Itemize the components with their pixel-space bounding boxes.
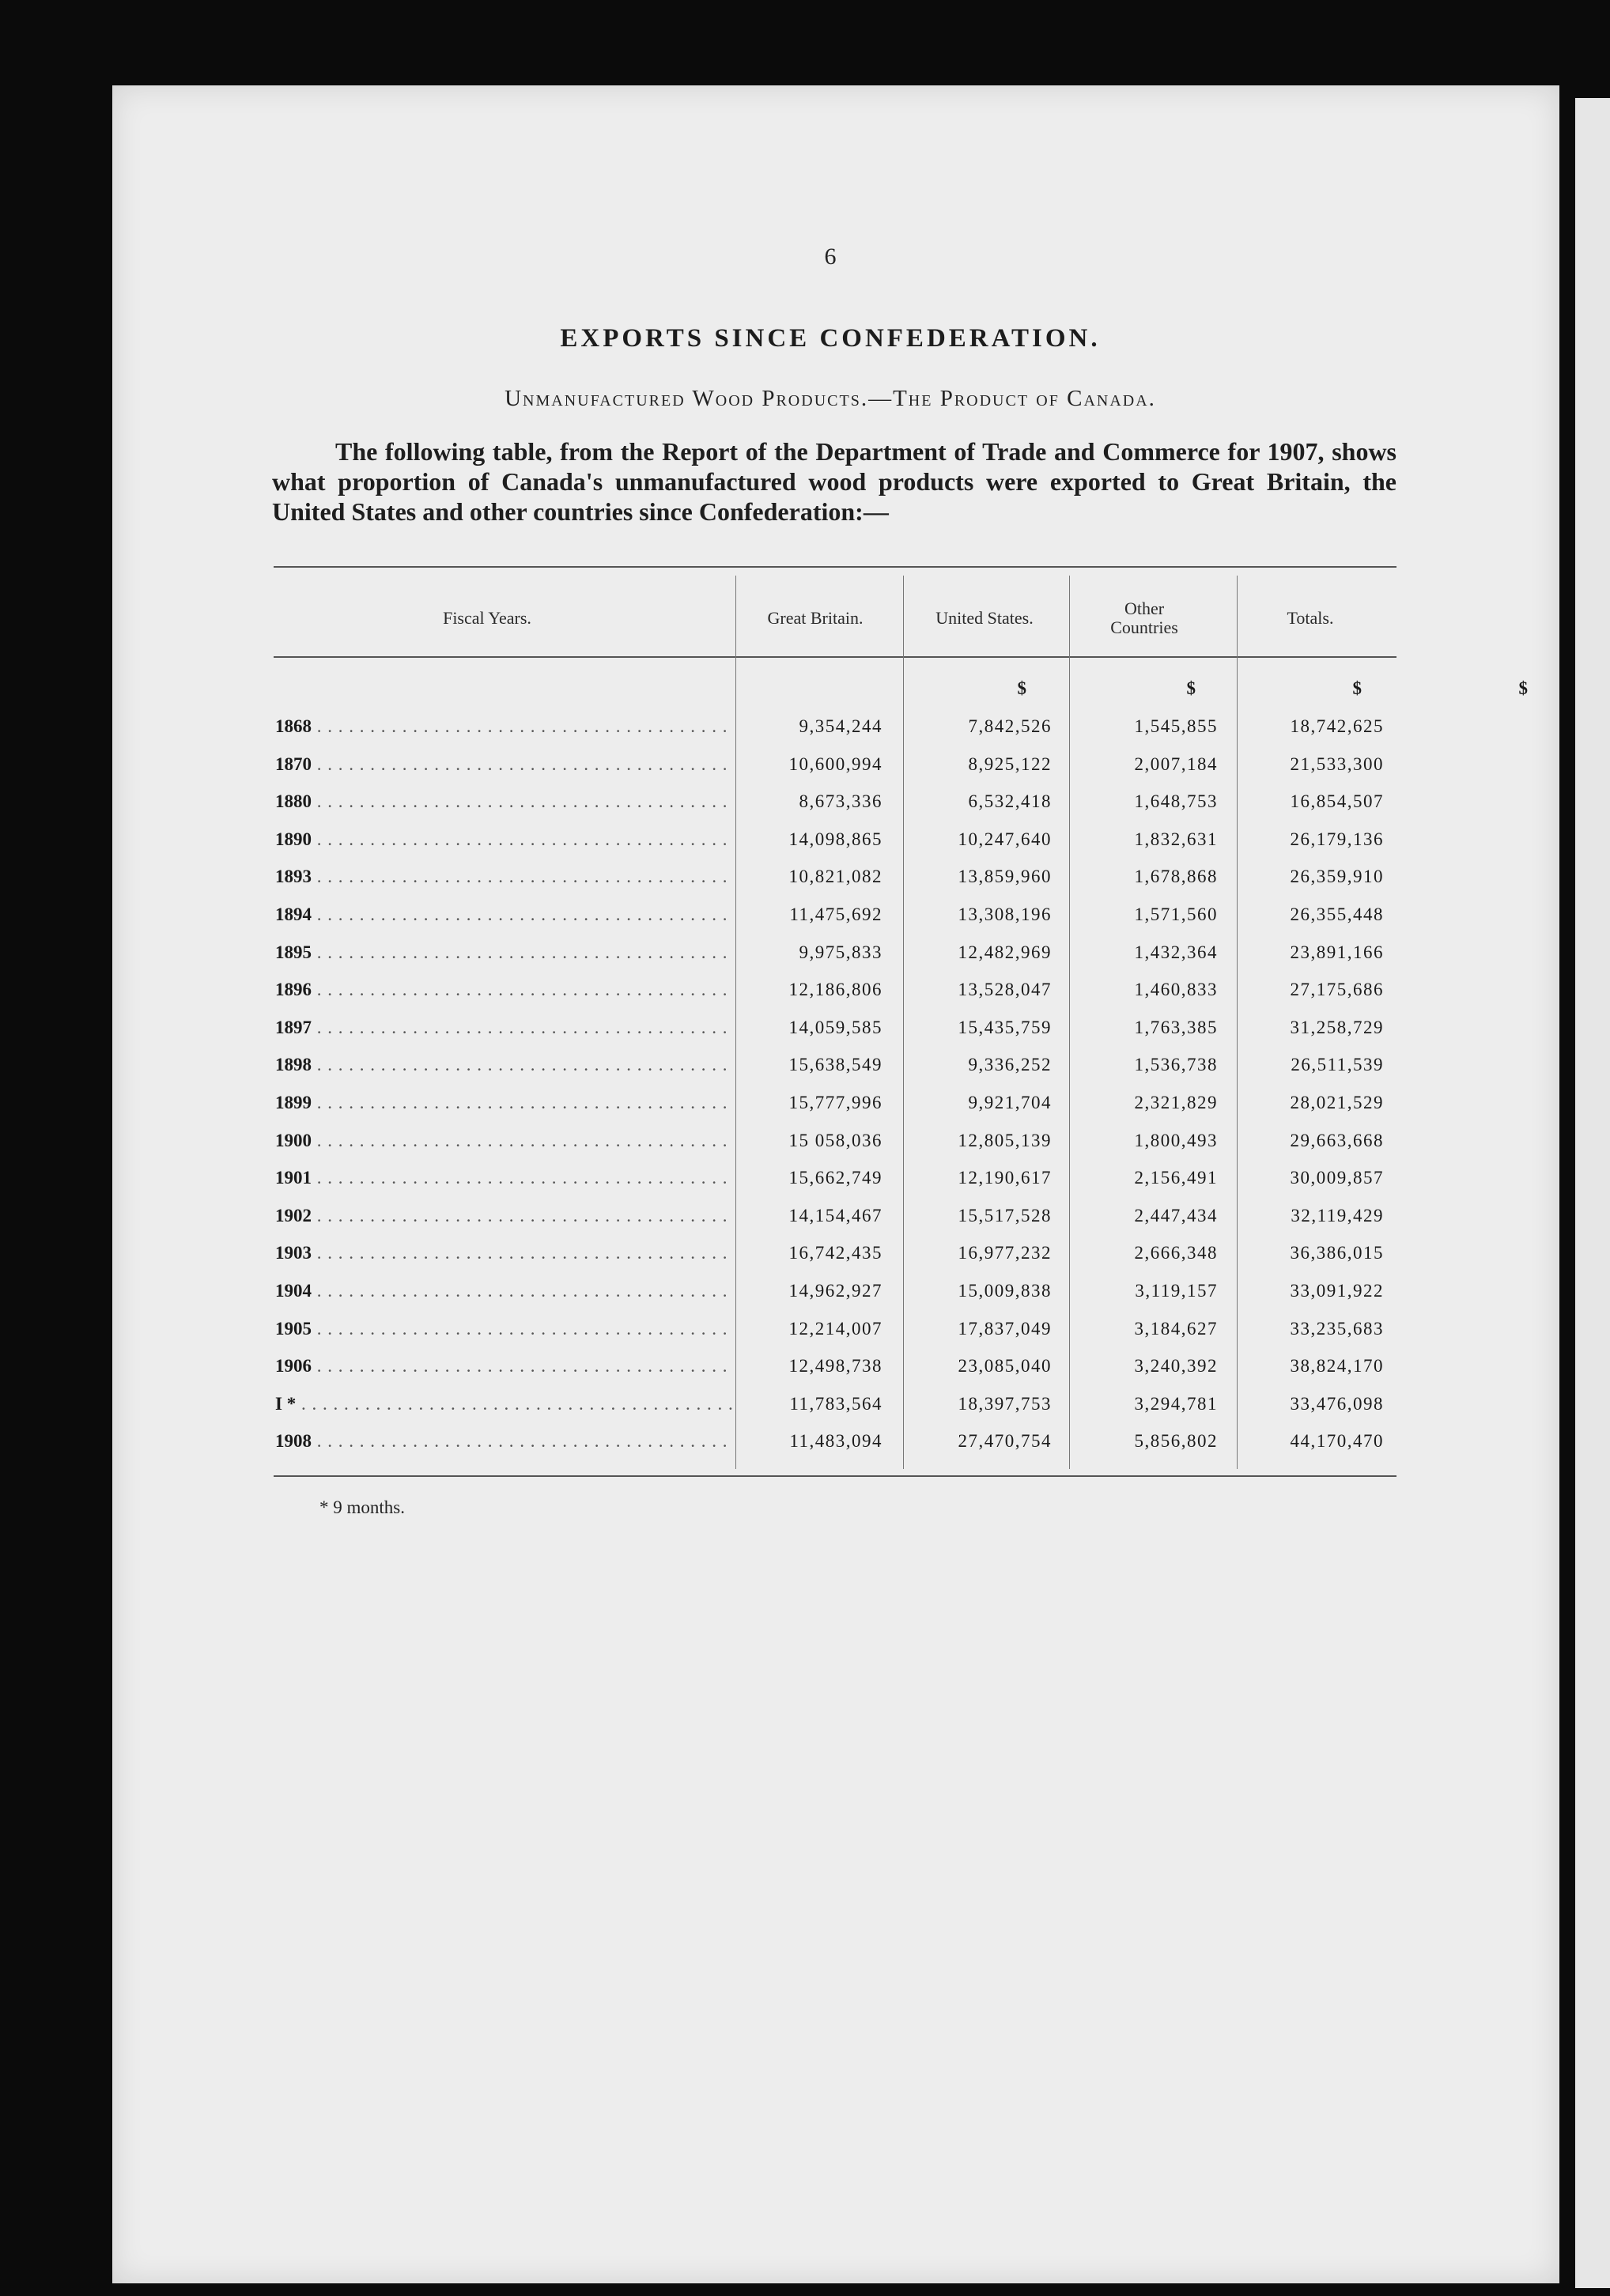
united-states-value: 12,805,139 <box>958 1130 1052 1150</box>
total-value: 33,235,683 <box>1290 1318 1384 1339</box>
table-row <box>274 1088 1396 1126</box>
year-cell: 1894 . . . <box>275 904 734 925</box>
table-row <box>274 1389 1396 1427</box>
united-states-value: 6,532,418 <box>968 791 1052 812</box>
great-britain-value: 10,821,082 <box>788 867 882 887</box>
united-states-value: 10,247,640 <box>958 829 1052 849</box>
year-cell: 1880 . . . <box>275 791 734 812</box>
table-row <box>274 975 1396 1013</box>
united-states-value: 15,517,528 <box>958 1205 1052 1225</box>
adjacent-page-edge <box>1575 98 1610 2288</box>
united-states-value: 17,837,049 <box>958 1318 1052 1339</box>
total-value: 33,091,922 <box>1290 1281 1384 1301</box>
header-other-countries: Other Countries <box>1110 599 1178 637</box>
table-row <box>274 938 1396 976</box>
other-countries-value: 1,763,385 <box>1134 1017 1218 1037</box>
great-britain-value: 15,638,549 <box>788 1055 882 1075</box>
year-cell: 1895 . . . <box>275 942 734 963</box>
other-countries-value: 5,856,802 <box>1134 1431 1218 1452</box>
year-cell: 1901 . . . <box>275 1168 734 1188</box>
year-cell: 1906 . . . <box>275 1356 734 1376</box>
great-britain-value: 11,475,692 <box>789 904 882 924</box>
year-cell: 1893 . . . <box>275 867 734 887</box>
total-value: 26,179,136 <box>1290 829 1384 849</box>
table-row <box>274 750 1396 787</box>
other-countries-value: 2,321,829 <box>1134 1093 1218 1112</box>
united-states-value: 18,397,753 <box>958 1393 1052 1414</box>
year-cell: 1904 . . . <box>275 1281 734 1301</box>
total-value: 44,170,470 <box>1290 1431 1384 1452</box>
year-cell: 1908 . . . <box>275 1431 734 1452</box>
header-great-britain: Great Britain. <box>767 608 864 628</box>
total-value: 32,119,429 <box>1291 1205 1384 1225</box>
other-countries-value: 3,294,781 <box>1134 1393 1218 1414</box>
great-britain-value: 12,186,806 <box>788 980 882 1000</box>
great-britain-value: 8,673,336 <box>799 791 882 812</box>
united-states-value: 8,925,122 <box>968 753 1052 774</box>
other-countries-value: 3,119,157 <box>1135 1281 1218 1301</box>
page-title: EXPORTS SINCE CONFEDERATION. <box>560 324 1101 353</box>
total-value: 27,175,686 <box>1290 980 1384 1000</box>
year-cell: 1899 . . . <box>275 1093 734 1113</box>
year-cell: 1902 . . . <box>275 1206 734 1226</box>
great-britain-value: 15,777,996 <box>788 1093 882 1112</box>
currency-symbol: $ <box>1352 678 1363 698</box>
united-states-value: 12,190,617 <box>958 1168 1052 1188</box>
table-row <box>274 1238 1396 1276</box>
total-value: 23,891,166 <box>1290 942 1384 962</box>
other-countries-value: 2,447,434 <box>1134 1205 1218 1225</box>
header-fiscal-years: Fiscal Years. <box>443 608 531 628</box>
year-cell: 1868 . . . <box>275 716 734 737</box>
great-britain-value: 15,662,749 <box>788 1168 882 1188</box>
united-states-value: 13,528,047 <box>958 980 1052 1000</box>
great-britain-value: 16,742,435 <box>788 1243 882 1263</box>
table-row <box>274 1050 1396 1088</box>
year-cell: 1900 . . . <box>275 1131 734 1151</box>
united-states-value: 12,482,969 <box>958 942 1052 962</box>
total-value: 38,824,170 <box>1290 1356 1384 1376</box>
united-states-value: 16,977,232 <box>958 1243 1052 1263</box>
total-value: 33,476,098 <box>1290 1393 1384 1414</box>
currency-symbol: $ <box>1186 678 1197 698</box>
united-states-value: 9,336,252 <box>968 1055 1052 1075</box>
year-cell: 1897 . . . <box>275 1018 734 1038</box>
total-value: 21,533,300 <box>1290 753 1384 774</box>
table-row <box>274 712 1396 750</box>
table-row <box>274 1163 1396 1201</box>
table-row <box>274 862 1396 900</box>
great-britain-value: 11,483,094 <box>789 1431 882 1452</box>
total-value: 18,742,625 <box>1290 716 1384 736</box>
other-countries-value: 1,678,868 <box>1134 867 1218 887</box>
year-cell: 1896 . . . <box>275 980 734 1000</box>
total-value: 26,511,539 <box>1291 1055 1384 1075</box>
other-countries-value: 1,432,364 <box>1134 942 1218 962</box>
table-header-rule <box>274 656 1396 658</box>
table-bottom-rule <box>274 1475 1396 1477</box>
other-countries-value: 1,571,560 <box>1134 904 1218 924</box>
table-row <box>274 1013 1396 1051</box>
other-countries-value: 2,666,348 <box>1134 1243 1218 1263</box>
other-countries-value: 1,832,631 <box>1134 829 1218 849</box>
table-row <box>274 1126 1396 1164</box>
total-value: 29,663,668 <box>1290 1130 1384 1150</box>
total-value: 16,854,507 <box>1290 791 1384 812</box>
great-britain-value: 9,354,244 <box>799 716 882 736</box>
year-cell: 1870 . . . <box>275 754 734 775</box>
year-cell: 1903 . . . <box>275 1243 734 1263</box>
great-britain-value: 15 058,036 <box>788 1130 882 1150</box>
table-row <box>274 1201 1396 1239</box>
total-value: 30,009,857 <box>1290 1168 1384 1188</box>
great-britain-value: 9,975,833 <box>799 942 882 962</box>
other-countries-value: 2,156,491 <box>1134 1168 1218 1188</box>
currency-symbol: $ <box>1518 678 1529 698</box>
total-value: 26,355,448 <box>1290 904 1384 924</box>
table-header <box>274 591 1396 655</box>
united-states-value: 13,859,960 <box>958 867 1052 887</box>
great-britain-value: 14,962,927 <box>788 1281 882 1301</box>
header-united-states: United States. <box>935 608 1034 628</box>
other-countries-value: 1,648,753 <box>1134 791 1218 812</box>
united-states-value: 15,435,759 <box>958 1017 1052 1037</box>
year-cell: 1890 . . . <box>275 829 734 850</box>
page-number: 6 <box>824 244 837 270</box>
united-states-value: 13,308,196 <box>958 904 1052 924</box>
great-britain-value: 14,154,467 <box>788 1205 882 1225</box>
great-britain-value: 11,783,564 <box>789 1393 882 1414</box>
footnote: * 9 months. <box>319 1497 405 1517</box>
united-states-value: 9,921,704 <box>968 1093 1052 1112</box>
other-countries-value: 1,460,833 <box>1134 980 1218 1000</box>
united-states-value: 15,009,838 <box>958 1281 1052 1301</box>
table-row <box>274 1276 1396 1314</box>
other-countries-value: 3,240,392 <box>1134 1356 1218 1376</box>
intro-paragraph: The following table, from the Report of the Department of Trade and Commerce for 1907, shows what proportion of Canada's unmanufactured wood products were exported to Great Britain, the United States and other countries since Confederation:— <box>272 437 1396 526</box>
great-britain-value: 12,214,007 <box>788 1318 882 1339</box>
total-value: 28,021,529 <box>1290 1093 1384 1112</box>
other-countries-value: 2,007,184 <box>1134 753 1218 774</box>
great-britain-value: 12,498,738 <box>788 1356 882 1376</box>
currency-row <box>274 674 1529 712</box>
table-row <box>274 1426 1396 1464</box>
year-cell: 1905 . . . <box>275 1319 734 1339</box>
united-states-value: 7,842,526 <box>968 716 1052 736</box>
table-row <box>274 900 1396 938</box>
united-states-value: 23,085,040 <box>958 1356 1052 1376</box>
other-countries-value: 1,800,493 <box>1134 1130 1218 1150</box>
great-britain-value: 10,600,994 <box>788 753 882 774</box>
table-row <box>274 1314 1396 1352</box>
year-cell: I * . . . <box>275 1394 734 1414</box>
total-value: 26,359,910 <box>1290 867 1384 887</box>
other-countries-value: 1,536,738 <box>1134 1055 1218 1075</box>
table-top-rule <box>274 566 1396 568</box>
other-countries-value: 1,545,855 <box>1134 716 1218 736</box>
united-states-value: 27,470,754 <box>958 1431 1052 1452</box>
currency-symbol: $ <box>1017 678 1028 698</box>
page-subtitle: Unmanufactured Wood Products.—The Product of Canada. <box>505 386 1156 411</box>
table-row <box>274 825 1396 863</box>
great-britain-value: 14,059,585 <box>788 1017 882 1037</box>
table-row <box>274 787 1396 825</box>
other-countries-value: 3,184,627 <box>1134 1318 1218 1339</box>
table-row <box>274 1351 1396 1389</box>
header-totals: Totals. <box>1287 608 1334 628</box>
year-cell: 1898 . . . <box>275 1055 734 1075</box>
total-value: 31,258,729 <box>1290 1017 1384 1037</box>
great-britain-value: 14,098,865 <box>788 829 882 849</box>
total-value: 36,386,015 <box>1290 1243 1384 1263</box>
